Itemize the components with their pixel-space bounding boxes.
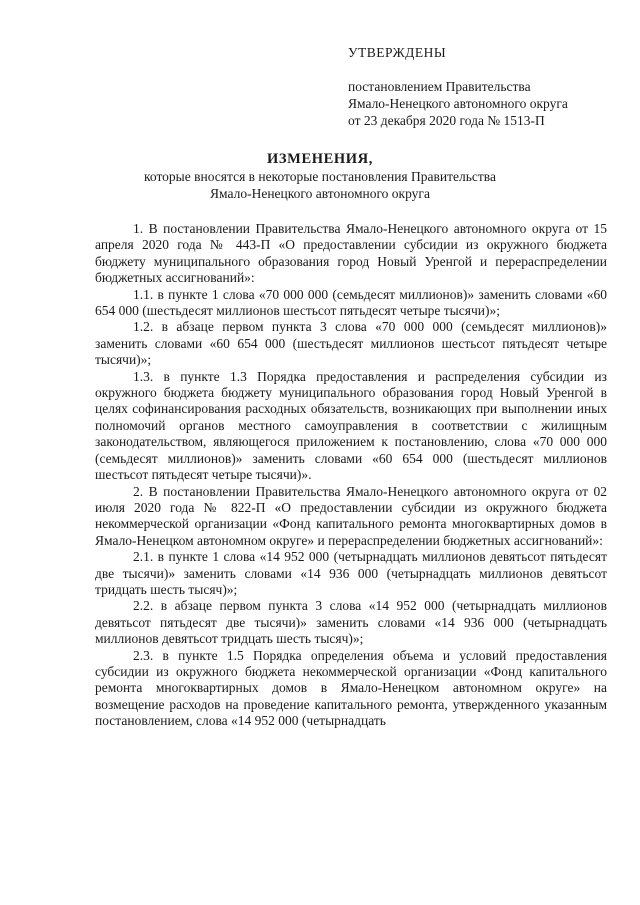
approval-heading: УТВЕРЖДЕНЫ [348,45,447,60]
approval-line: постановлением Правительства [348,79,531,94]
paragraph-2: 2. В постановлении Правительства Ямало-Ненецкого автономного округа от 02 июля 2020 года № 822-П «О предоставлении субсидии из окружного бюджета некоммерческой организации «Фонд капитального ремонта многоквартирных домов в Ямало-Ненецком автономном округе» и перераспределении бюджетных ассигнований»: [95,483,607,548]
approval-line: от 23 декабря 2020 года № 1513-П [348,113,545,128]
paragraph-2-3: 2.3. в пункте 1.5 Порядка определения объема и условий предоставления субсидии из окружного бюджета некоммерческой организации «Фонд капитального ремонта многоквартирных домов в Ямало-Ненецком автономном округе» на возмещение расходов на проведение капитального ремонта, утвержденного указанным постановлением, слова «14 952 000 (четырнадцать [95,647,607,729]
document-subtitle-line: которые вносятся в некоторые постановления Правительства [144,169,496,184]
document-title-block [60,150,580,202]
paragraph-1: 1. В постановлении Правительства Ямало-Ненецкого автономного округа от 15 апреля 2020 года № 443-П «О предоставлении субсидии из окружного бюджета бюджету муниципального образования город Новый Уренгой и перераспределении бюджетных ассигнований»: [95,221,607,286]
paragraph-1-2: 1.2. в абзаце первом пункта 3 слова «70 000 000 (семьдесят миллионов)» заменить словами «60 654 000 (шестьдесят миллионов шестьсот пятьдесят четыре тысячи)»; [95,319,607,368]
paragraph-2-1: 2.1. в пункте 1 слова «14 952 000 (четырнадцать миллионов девятьсот пятьдесят две тысячи)» заменить словами «14 936 000 (четырнадцать миллионов девятьсот тридцать шесть тысяч)»; [95,549,607,597]
paragraph-1-3: 1.3. в пункте 1.3 Порядка предоставления и распределения субсидии из окружного бюджета бюджету муниципального образования город Новый Уренгой в целях софинансирования расходных обязательств, возникающих при выполнении иных полномочий органов местного самоуправления в соответствии с жилищным законодательством, являющегося приложением к постановлению, слова «70 000 000 (семьдесят миллионов)» заменить словами «60 654 000 (шестьдесят миллионов шестьсот пятьдесят четыре тысячи)». [95,368,607,483]
document-title: ИЗМЕНЕНИЯ, [267,151,373,167]
approval-stamp [348,44,628,129]
document-subtitle-line: Ямало-Ненецкого автономного округа [210,186,430,201]
paragraph-2-2: 2.2. в абзаце первом пункта 3 слова «14 952 000 (четырнадцать миллионов девятьсот пятьдесят две тысячи)» заменить словами «14 936 000 (четырнадцать миллионов девятьсот тридцать шесть тысяч)»; [95,598,607,647]
paragraph-1-1: 1.1. в пункте 1 слова «70 000 000 (семьдесят миллионов)» заменить словами «60 654 000 (шестьдесят миллионов шестьсот пятьдесят четыре тысячи)»; [95,286,607,319]
document-body [95,221,607,730]
approval-line: Ямало-Ненецкого автономного округа [348,96,568,111]
